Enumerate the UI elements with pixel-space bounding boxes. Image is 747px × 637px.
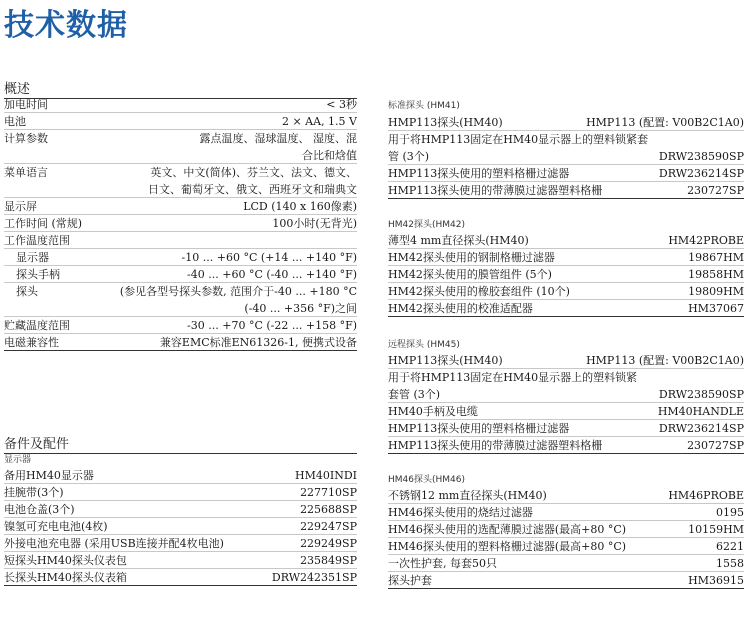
accessory-row: 长探头HM40探头仪表箱 DRW242351SP <box>4 571 357 584</box>
accessory-row: 电池仓盖(3个) 225688SP <box>4 503 357 516</box>
part-row: 用于将HMP113固定在HM40显示器上的塑料锁紧套 管 (3个) DRW238590SP <box>388 133 744 163</box>
part-row: HM40手柄及电缆 HM40HANDLE <box>388 405 744 418</box>
overview-heading: 概述 <box>4 78 357 99</box>
part-row: HMP113探头使用的带薄膜过滤器塑料格栅 230727SP <box>388 184 744 197</box>
part-row: HMP113探头使用的塑料格栅过滤器 DRW236214SP <box>388 422 744 435</box>
page-title: 技术数据 <box>4 8 128 43</box>
part-row: HM42探头使用的橡胶套组件 (10个) 19809HM <box>388 285 744 298</box>
part-row: HM42探头使用的钢制格栅过滤器 19867HM <box>388 251 744 264</box>
group-label-display: 显示器 <box>4 455 32 465</box>
spec-row: 显示器 -10 ... +60 °C (+14 ... +140 °F) <box>4 249 357 266</box>
spec-row: 显示屏 LCD (140 x 160像素) <box>4 200 357 213</box>
spec-row: 电磁兼容性 兼容EMC标准EN61326-1, 便携式设备 <box>4 336 357 349</box>
part-row: 用于将HMP113固定在HM40显示器上的塑料锁紧 套管 (3个) DRW238590SP <box>388 371 744 401</box>
part-row: HM42探头使用的校准适配器 HM37067 <box>388 302 744 315</box>
spec-row: 电池 2 × AA, 1.5 V <box>4 115 357 128</box>
accessory-row: 挂腕带(3个) 227710SP <box>4 486 357 499</box>
part-row: 薄型4 mm直径探头(HM40) HM42PROBE <box>388 234 744 247</box>
part-row: HM46探头使用的塑料格栅过滤器(最高+80 °C) 6221 <box>388 540 744 553</box>
accessory-row: 镍氢可充电电池(4枚) 229247SP <box>4 520 357 533</box>
part-row: 探头护套 HM36915 <box>388 574 744 587</box>
accessory-row: 外接电池充电器 (采用USB连接并配4枚电池) 229249SP <box>4 537 357 550</box>
accessories-heading: 备件及配件 <box>4 433 357 454</box>
part-row: HMP113探头(HM40) HMP113 (配置: V00B2C1A0) <box>388 354 744 367</box>
spec-row: 菜单语言 英文、中文(简体)、芬兰文、法文、德文、 日文、葡萄牙文、俄文、西班牙文和瑞典文 <box>4 166 357 196</box>
part-row: HMP113探头使用的塑料格栅过滤器 DRW236214SP <box>388 167 744 180</box>
group-label-hm42: HM42探头(HM42) <box>388 220 465 230</box>
part-row: HM46探头使用的烧结过滤器 0195 <box>388 506 744 519</box>
spec-row: 探头手柄 -40 ... +60 °C (-40 ... +140 °F) <box>4 266 357 283</box>
part-row: HMP113探头(HM40) HMP113 (配置: V00B2C1A0) <box>388 116 744 129</box>
spec-row: 加电时间 < 3秒 <box>4 98 357 111</box>
part-row: HM46探头使用的选配薄膜过滤器(最高+80 °C) 10159HM <box>388 523 744 536</box>
group-label-hm46: HM46探头(HM46) <box>388 475 465 485</box>
accessory-row: 备用HM40显示器 HM40INDI <box>4 469 357 482</box>
spec-row: 计算参数 露点温度、湿球温度、 湿度、混 合比和焓值 <box>4 132 357 162</box>
part-row: 一次性护套, 每套50只 1558 <box>388 557 744 570</box>
part-row: HMP113探头使用的带薄膜过滤器塑料格栅 230727SP <box>388 439 744 452</box>
accessory-row: 短探头HM40探头仪表包 235849SP <box>4 554 357 567</box>
part-row: 不锈钢12 mm直径探头(HM40) HM46PROBE <box>388 489 744 502</box>
spec-row: 探头 (参见各型号探头参数, 范围介于-40 ... +180 °C (-40 ... +356 °F)之间 <box>4 283 357 317</box>
spec-row: 工作温度范围 <box>4 232 357 249</box>
group-label-hm41: 标准探头 (HM41) <box>388 101 460 111</box>
spec-row: 贮藏温度范围 -30 ... +70 °C (-22 ... +158 °F) <box>4 319 357 332</box>
part-row: HM42探头使用的膜管组件 (5个) 19858HM <box>388 268 744 281</box>
group-label-hm45: 远程探头 (HM45) <box>388 340 460 350</box>
spec-row: 工作时间 (常规) 100小时(无背光) <box>4 217 357 230</box>
